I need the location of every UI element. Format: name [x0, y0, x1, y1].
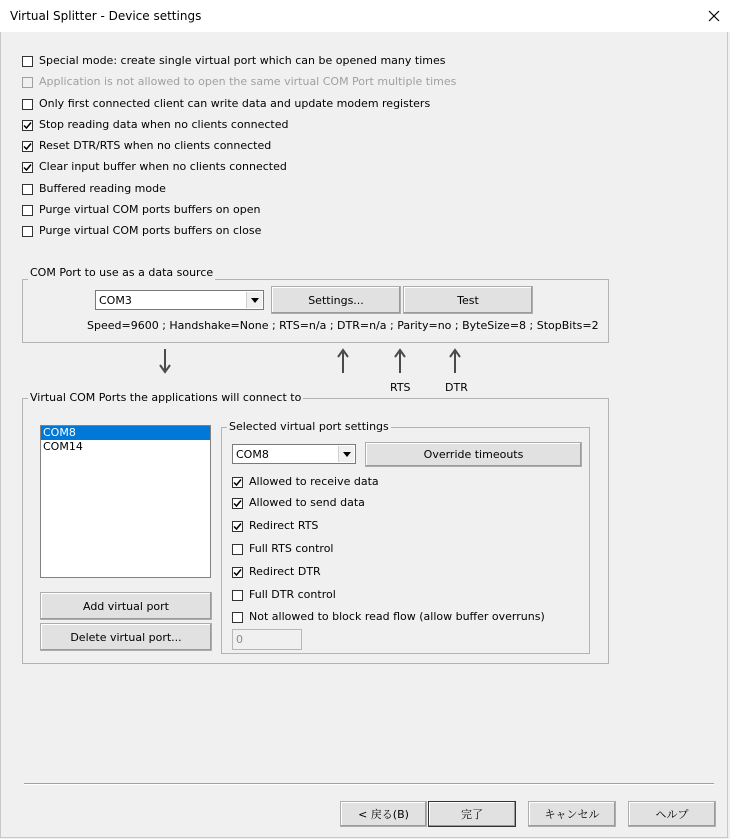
checkbox[interactable]	[22, 162, 33, 173]
arrow-up-icon	[335, 348, 351, 374]
stop-reading-checkbox[interactable]	[22, 117, 289, 133]
settings-button[interactable]: Settings...	[271, 286, 401, 314]
chevron-down-icon	[338, 446, 354, 462]
buffer-size-value: 0	[236, 633, 243, 646]
check-icon	[23, 142, 32, 151]
cancel-button[interactable]: キャンセル	[528, 801, 616, 827]
source-port-select[interactable]	[95, 290, 264, 310]
chevron-down-icon	[246, 292, 262, 308]
rts-arrow-up-icon	[392, 348, 408, 374]
virtual-ports-group-title: Virtual COM Ports the applications will connect to	[30, 391, 302, 404]
footer-separator	[24, 783, 714, 785]
redirect-dtr-checkbox[interactable]	[232, 564, 321, 580]
close-button[interactable]	[698, 0, 730, 32]
checkbox[interactable]	[22, 120, 33, 131]
redirect-rts-checkbox[interactable]	[232, 518, 318, 534]
checkbox-label: Allowed to receive data	[249, 475, 379, 488]
checkbox	[22, 77, 33, 88]
checkbox-label: Stop reading data when no clients connected	[39, 118, 289, 131]
clear-input-buffer-checkbox[interactable]	[22, 159, 287, 175]
checkbox-label: Only first connected client can write data and update modem registers	[39, 97, 431, 110]
checkbox-label: Purge virtual COM ports buffers on open	[39, 203, 261, 216]
checkbox[interactable]	[232, 612, 243, 623]
checkbox[interactable]	[22, 141, 33, 152]
source-status-text: Speed=9600 ; Handshake=None ; RTS=n/a ; DTR=n/a ; Parity=no ; ByteSize=8 ; StopBits=2	[87, 319, 599, 332]
full-dtr-checkbox[interactable]	[232, 587, 336, 603]
checkbox-label: Application is not allowed to open the same virtual COM Port multiple times	[39, 75, 457, 88]
rts-label: RTS	[390, 381, 411, 394]
checkbox[interactable]	[22, 184, 33, 195]
add-virtual-port-button[interactable]: Add virtual port	[40, 592, 212, 620]
port-settings-value: COM8	[236, 448, 269, 461]
checkbox-label: Allowed to send data	[249, 496, 365, 509]
checkbox[interactable]	[22, 56, 33, 67]
purge-on-open-checkbox[interactable]	[22, 202, 260, 218]
finish-button[interactable]: 完了	[428, 801, 516, 827]
checkbox-label: Purge virtual COM ports buffers on close	[39, 224, 262, 237]
port-settings-group-title: Selected virtual port settings	[229, 420, 389, 433]
arrow-down-icon	[157, 348, 173, 374]
check-icon	[233, 499, 242, 508]
check-icon	[233, 568, 242, 577]
check-icon	[23, 163, 32, 172]
reset-dtr-rts-checkbox[interactable]	[22, 138, 271, 154]
check-icon	[233, 522, 242, 531]
help-button[interactable]: ヘルプ	[628, 801, 716, 827]
virtual-ports-list[interactable]	[40, 425, 211, 578]
checkbox-label: Not allowed to block read flow (allow buffer overruns)	[249, 610, 545, 623]
checkbox-label: Redirect DTR	[249, 565, 321, 578]
source-port-value: COM3	[99, 294, 132, 307]
allow-send-checkbox[interactable]	[232, 495, 365, 511]
dtr-arrow-up-icon	[447, 348, 463, 374]
checkbox-label: Special mode: create single virtual port which can be opened many times	[39, 54, 446, 67]
no-multiple-open-checkbox	[22, 74, 456, 90]
allow-receive-checkbox[interactable]	[232, 474, 379, 490]
checkbox-label: Full RTS control	[249, 542, 334, 555]
checkbox[interactable]	[232, 567, 243, 578]
port-settings-select[interactable]	[232, 444, 356, 464]
checkbox[interactable]	[22, 99, 33, 110]
checkbox[interactable]	[22, 205, 33, 216]
purge-on-close-checkbox[interactable]	[22, 223, 261, 239]
checkbox[interactable]	[232, 590, 243, 601]
check-icon	[233, 478, 242, 487]
close-icon	[708, 10, 720, 22]
test-button[interactable]: Test	[403, 286, 533, 314]
checkbox[interactable]	[232, 521, 243, 532]
first-client-write-checkbox[interactable]	[22, 96, 430, 112]
check-icon	[23, 121, 32, 130]
checkbox-label: Clear input buffer when no clients connected	[39, 160, 287, 173]
back-button[interactable]: < 戻る(B)	[340, 801, 427, 827]
special-mode-checkbox[interactable]	[22, 53, 445, 69]
delete-virtual-port-button[interactable]: Delete virtual port...	[40, 623, 212, 651]
checkbox[interactable]	[232, 544, 243, 555]
no-block-read-checkbox[interactable]	[232, 609, 545, 625]
list-item[interactable]: COM8	[41, 426, 210, 440]
window-title: Virtual Splitter - Device settings	[10, 9, 202, 23]
checkbox-label: Full DTR control	[249, 588, 336, 601]
checkbox[interactable]	[232, 477, 243, 488]
buffer-size-input[interactable]	[232, 629, 302, 650]
full-rts-checkbox[interactable]	[232, 541, 333, 557]
checkbox[interactable]	[22, 226, 33, 237]
override-timeouts-button[interactable]: Override timeouts	[365, 442, 582, 467]
list-item[interactable]: COM14	[43, 440, 83, 453]
dtr-label: DTR	[445, 381, 468, 394]
checkbox[interactable]	[232, 498, 243, 509]
buffered-reading-checkbox[interactable]	[22, 181, 166, 197]
source-group-title: COM Port to use as a data source	[30, 266, 214, 279]
checkbox-label: Reset DTR/RTS when no clients connected	[39, 139, 272, 152]
checkbox-label: Redirect RTS	[249, 519, 319, 532]
checkbox-label: Buffered reading mode	[39, 182, 166, 195]
